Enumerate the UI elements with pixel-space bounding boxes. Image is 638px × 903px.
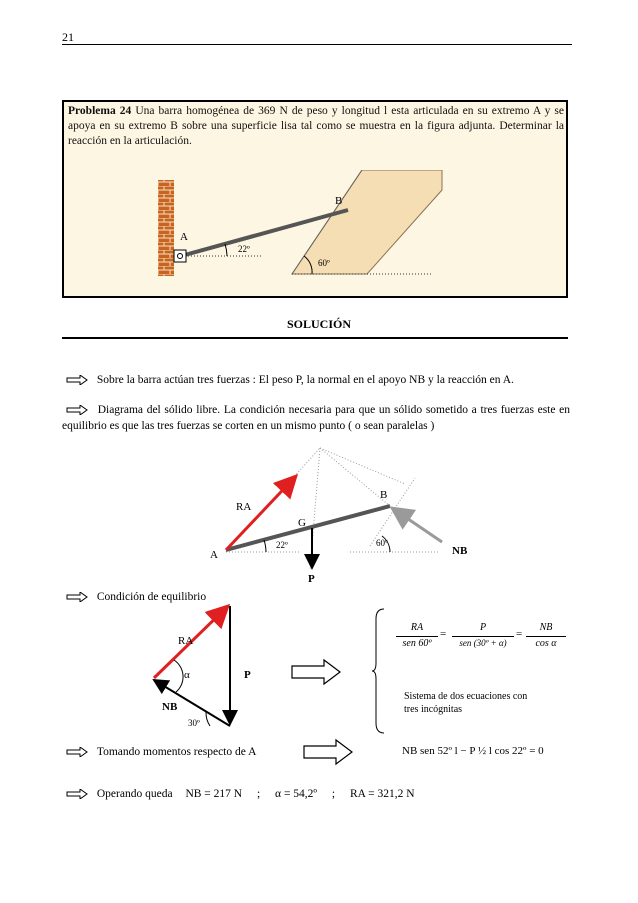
header-rule	[62, 44, 572, 45]
bullet-result: Operando queda NB = 217 N ; α = 54,2º ; RA = 321,2 N	[66, 786, 415, 802]
triangle-label-RA: RA	[178, 635, 194, 647]
moment-equation: NB sen 52º l − P ½ l cos 22º = 0	[402, 745, 544, 757]
bullet-free-body: Diagrama del sólido libre. La condición necesaria para que un sólido sometido a tres fuerzas este en equilibrio es que las tres fuerzas se corten en un mismo punto ( o sean paralelas )	[62, 404, 571, 432]
triangle-label-NB: NB	[162, 701, 178, 713]
arrow-bullet-icon	[66, 592, 88, 602]
angle-60: 60º	[318, 258, 330, 268]
fbd-label-P: P	[308, 573, 315, 585]
fbd-angle-60: 60º	[376, 538, 388, 548]
problem-text: Una barra homogénea de 369 N de peso y longitud l esta articulada en su extremo A y se apoya en su extremo B sobre una superficie lisa tal como se muestra en la figura adjunta. Determinar la reacción en la articulación.	[68, 105, 564, 147]
label-B: B	[335, 195, 343, 207]
result-ra: RA = 321,2 N	[349, 788, 415, 800]
page-number: 21	[62, 30, 74, 44]
big-arrow-icon	[290, 658, 342, 686]
force-triangle	[140, 600, 280, 740]
fbd-label-B: B	[380, 489, 388, 501]
triangle-label-P: P	[244, 669, 251, 681]
arrow-bullet-icon	[66, 789, 88, 799]
arrow-bullet-icon	[66, 747, 88, 757]
fbd-angle-22: 22º	[276, 540, 288, 550]
solution-title: SOLUCIÓN	[286, 317, 351, 331]
sine-law-equation: RA sen 60º = P sen (30º + α) = NB cos α	[396, 622, 568, 662]
brace	[372, 607, 386, 735]
fbd-label-G: G	[298, 517, 306, 529]
triangle-label-alpha: α	[184, 669, 190, 681]
bullet-moments: Tomando momentos respecto de A	[66, 744, 256, 760]
fbd-label-NB: NB	[452, 545, 468, 557]
fbd-label-RA: RA	[236, 501, 252, 513]
label-A: A	[180, 231, 188, 243]
big-arrow-icon	[302, 738, 354, 766]
bullet-forces: Sobre la barra actúan tres fuerzas : El peso P, la normal en el apoyo NB y la reacción en A.	[66, 372, 568, 388]
result-alpha: α = 54,2º	[275, 788, 317, 800]
arrow-bullet-icon	[66, 405, 88, 415]
result-nb: NB = 217 N	[185, 788, 243, 800]
bullet-equilibrium: Condición de equilibrio	[66, 589, 206, 605]
angle-22: 22º	[238, 244, 250, 254]
system-note: Sistema de dos ecuaciones con tres incógnitas	[404, 691, 528, 715]
inclined-surface	[292, 170, 442, 274]
normal-NB-arrow	[392, 508, 442, 542]
pin-joint	[174, 250, 186, 262]
problem-title: Problema 24	[68, 105, 132, 117]
triangle-label-30: 30º	[188, 718, 200, 728]
problem-figure	[62, 170, 568, 290]
brick-wall	[158, 180, 174, 276]
arrow-bullet-icon	[66, 375, 88, 385]
free-body-diagram	[180, 440, 500, 590]
problem-statement	[68, 104, 564, 149]
fbd-label-A: A	[210, 549, 218, 561]
solution-rule	[62, 337, 568, 339]
